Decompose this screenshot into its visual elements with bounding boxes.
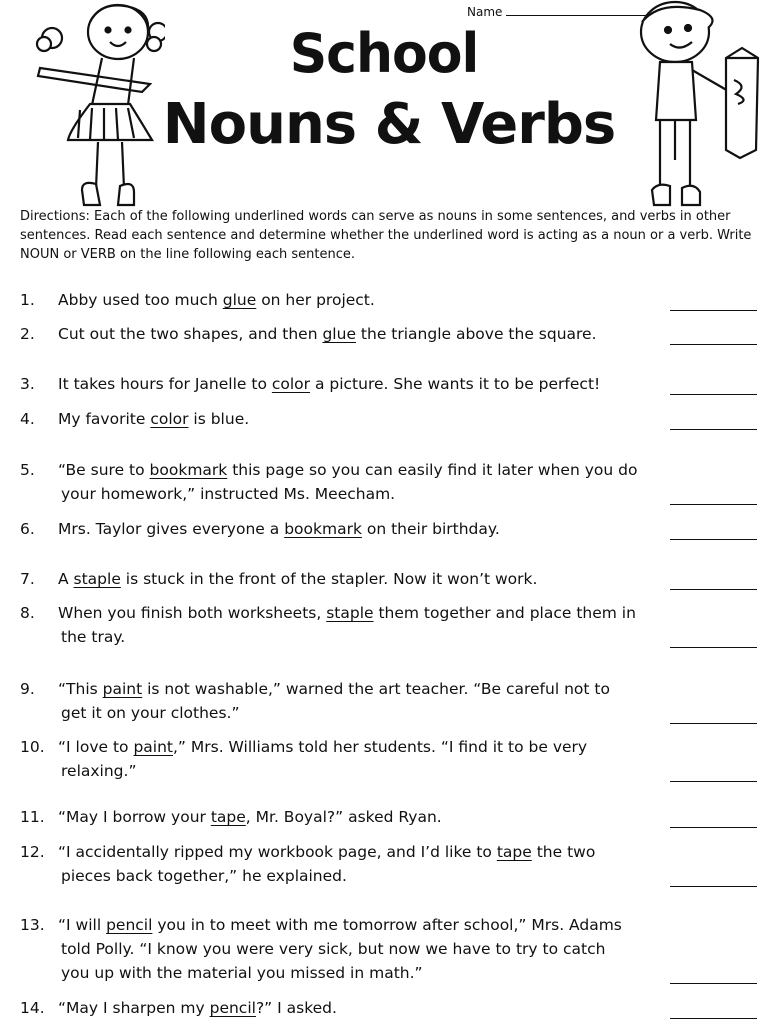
answer-line[interactable] <box>670 429 757 430</box>
question-text: My favorite color is blue. <box>58 410 250 428</box>
page-title-school: School <box>289 22 479 86</box>
page-title-nouns-verbs: Nouns & Verbs <box>162 92 616 157</box>
question-text: the tray. <box>61 628 126 646</box>
question-number: 3. <box>20 375 35 393</box>
underlined-word: tape <box>496 843 532 861</box>
question-number: 12. <box>20 843 45 861</box>
answer-line[interactable] <box>670 723 757 724</box>
underlined-word: pencil <box>209 999 256 1017</box>
question-number: 14. <box>20 999 45 1017</box>
question-text: Abby used too much glue on her project. <box>58 291 375 309</box>
answer-line[interactable] <box>670 827 757 828</box>
question-text: get it on your clothes.” <box>61 704 240 722</box>
underlined-word: paint <box>102 680 143 698</box>
directions-text: Directions: Each of the following underlined words can serve as nouns in some sentences, and verbs in other sentences. Read each sentence and determine whether the underlined word is acting as a noun or a verb. Write NOUN or VERB on the line following each sentence. <box>20 209 752 262</box>
question-number: 8. <box>20 604 35 622</box>
question-text: “This paint is not washable,” warned the art teacher. “Be careful not to <box>58 680 610 698</box>
question-number: 4. <box>20 410 35 428</box>
question-text: “I accidentally ripped my workbook page, and I’d like to tape the two <box>58 843 596 861</box>
question-text: your homework,” instructed Ms. Meecham. <box>61 485 396 503</box>
question-number: 11. <box>20 808 45 826</box>
question-text: Mrs. Taylor gives everyone a bookmark on their birthday. <box>58 520 500 538</box>
question-text: It takes hours for Janelle to color a picture. She wants it to be perfect! <box>58 375 601 393</box>
answer-line[interactable] <box>670 539 757 540</box>
question-text: “Be sure to bookmark this page so you can easily find it later when you do <box>58 461 638 479</box>
underlined-word: staple <box>326 604 374 622</box>
question-number: 2. <box>20 325 35 343</box>
question-text: Cut out the two shapes, and then glue the triangle above the square. <box>58 325 597 343</box>
question-text: told Polly. “I know you were very sick, but now we have to try to catch <box>61 940 606 958</box>
name-field[interactable] <box>467 5 651 19</box>
answer-line[interactable] <box>670 310 757 311</box>
question-text: you up with the material you missed in math.” <box>61 964 423 982</box>
answer-line[interactable] <box>670 589 757 590</box>
answer-line[interactable] <box>670 886 757 887</box>
answer-line[interactable] <box>670 1018 757 1019</box>
answer-line[interactable] <box>670 983 757 984</box>
answer-line[interactable] <box>670 504 757 505</box>
underlined-word: color <box>271 375 311 393</box>
question-number: 13. <box>20 916 45 934</box>
question-text: pieces back together,” he explained. <box>61 867 347 885</box>
question-number: 7. <box>20 570 35 588</box>
question-number: 10. <box>20 738 45 756</box>
underlined-word: color <box>150 410 189 428</box>
question-number: 5. <box>20 461 35 479</box>
underlined-word: staple <box>73 570 121 588</box>
question-number: 6. <box>20 520 35 538</box>
underlined-word: pencil <box>106 916 153 934</box>
question-number: 9. <box>20 680 35 698</box>
question-text: “May I borrow your tape, Mr. Boyal?” asked Ryan. <box>58 808 442 826</box>
question-text: When you finish both worksheets, staple them together and place them in <box>58 604 636 622</box>
question-text: A staple is stuck in the front of the stapler. Now it won’t work. <box>58 570 538 588</box>
underlined-word: tape <box>210 808 246 826</box>
answer-line[interactable] <box>670 647 757 648</box>
question-text: relaxing.” <box>61 762 137 780</box>
underlined-word: glue <box>322 325 356 343</box>
question-text: “I will pencil you in to meet with me tomorrow after school,” Mrs. Adams <box>58 916 622 934</box>
name-label: Name <box>467 5 503 19</box>
answer-line[interactable] <box>670 394 757 395</box>
underlined-word: glue <box>222 291 257 309</box>
question-number: 1. <box>20 291 35 309</box>
underlined-word: paint <box>133 738 173 756</box>
answer-line[interactable] <box>670 781 757 782</box>
underlined-word: bookmark <box>149 461 228 479</box>
question-text: “May I sharpen my pencil?” I asked. <box>58 999 337 1017</box>
answer-line[interactable] <box>670 344 757 345</box>
question-text: “I love to paint,” Mrs. Williams told her students. “I find it to be very <box>58 738 588 756</box>
underlined-word: bookmark <box>284 520 362 538</box>
